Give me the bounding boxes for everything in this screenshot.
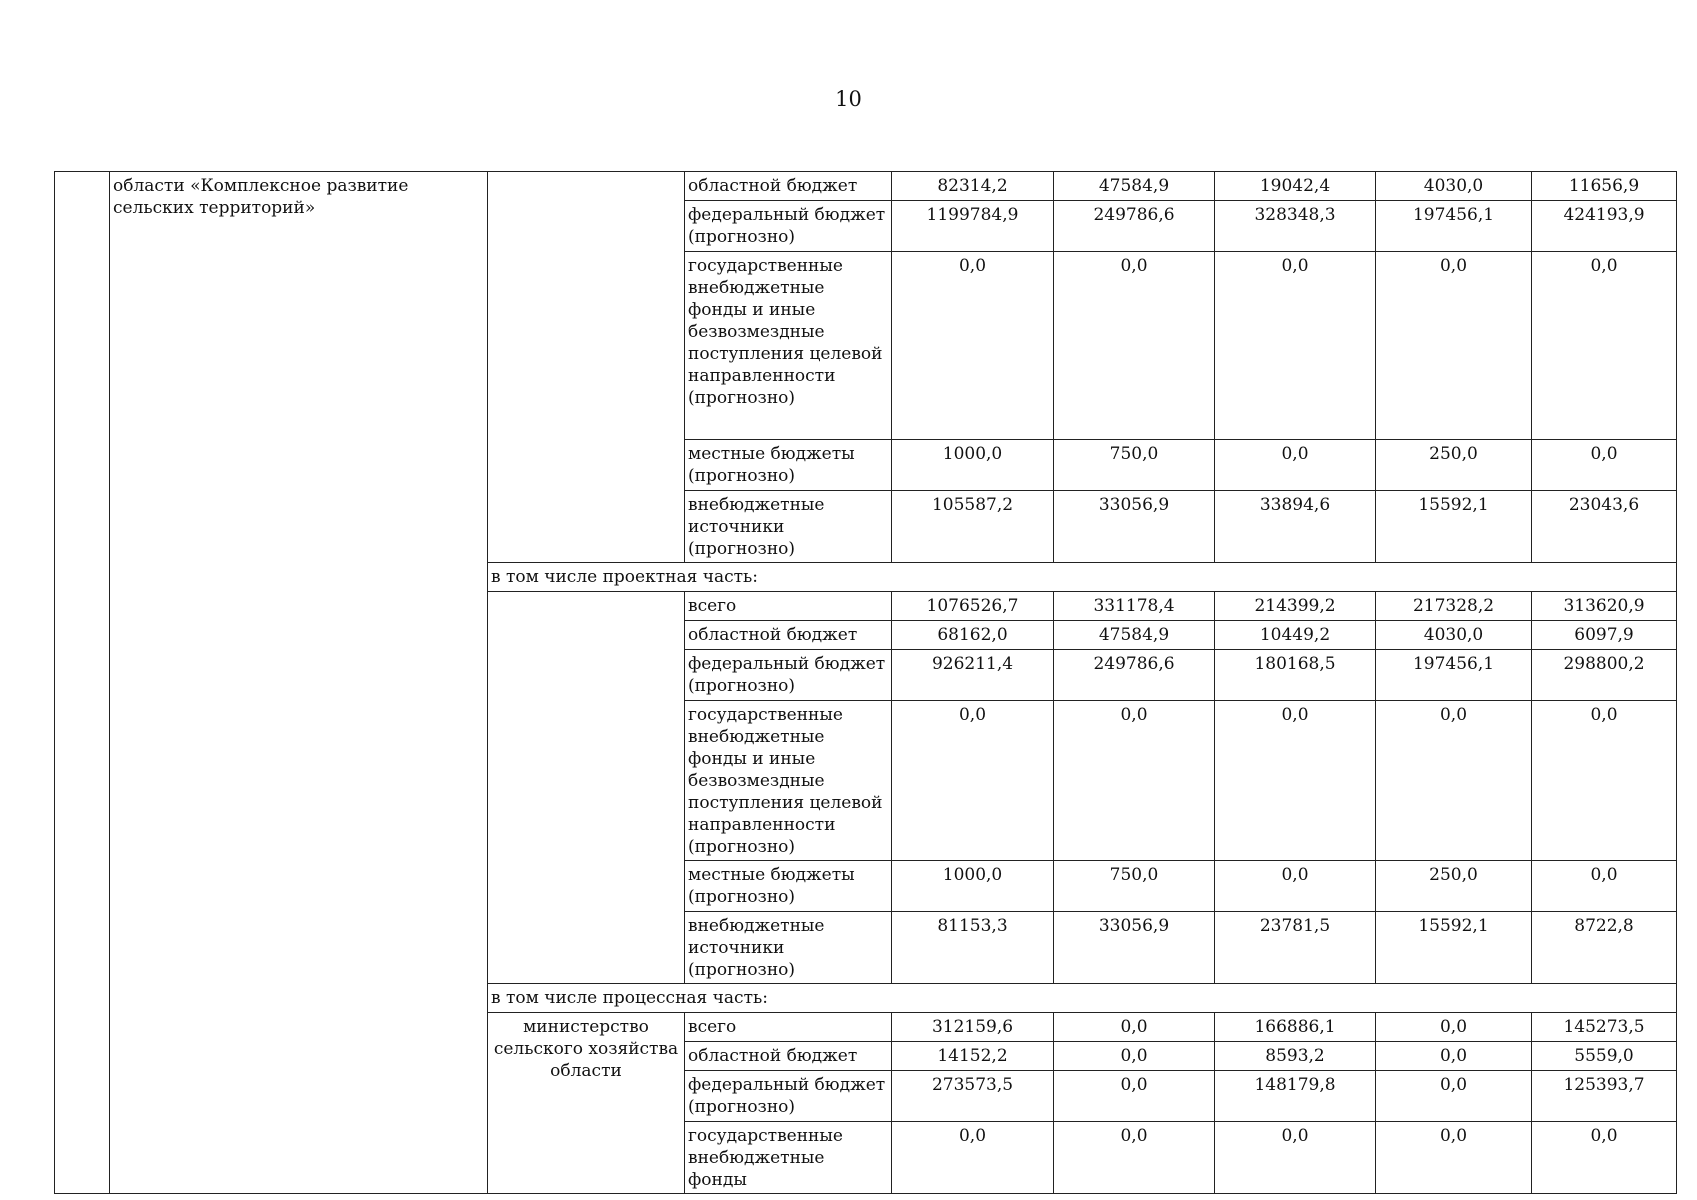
source-cell: местные бюджеты (прогнозно) — [685, 861, 892, 912]
value-cell: 68162,0 — [892, 621, 1054, 650]
value-cell: 298800,2 — [1532, 650, 1677, 701]
program-title-cell — [110, 172, 488, 1194]
value-cell: 47584,9 — [1054, 621, 1215, 650]
value-cell: 166886,1 — [1215, 1013, 1376, 1042]
value-cell: 750,0 — [1054, 440, 1215, 491]
value-cell: 0,0 — [1532, 861, 1677, 912]
value-cell: 197456,1 — [1376, 650, 1532, 701]
value-cell: 197456,1 — [1376, 201, 1532, 252]
value-cell: 1076526,7 — [892, 592, 1054, 621]
budget-table-body — [55, 172, 1677, 1194]
source-cell: федеральный бюджет (прогнозно) — [685, 1071, 892, 1122]
executor-cell — [488, 172, 685, 563]
value-cell: 0,0 — [1054, 1013, 1215, 1042]
page-number: 10 — [835, 87, 862, 111]
value-cell: 313620,9 — [1532, 592, 1677, 621]
value-cell: 0,0 — [1376, 1122, 1532, 1194]
executor-cell — [488, 592, 685, 984]
source-cell: внебюджетные источники (прогнозно) — [685, 912, 892, 984]
value-cell: 15592,1 — [1376, 491, 1532, 563]
value-cell: 125393,7 — [1532, 1071, 1677, 1122]
value-cell: 0,0 — [1376, 1042, 1532, 1071]
value-cell: 10449,2 — [1215, 621, 1376, 650]
executor-label: министерство сельского хозяйства области — [493, 1017, 679, 1081]
budget-table — [54, 171, 1677, 1194]
value-cell: 6097,9 — [1532, 621, 1677, 650]
value-cell: 0,0 — [1532, 701, 1677, 861]
value-cell: 8593,2 — [1215, 1042, 1376, 1071]
value-cell: 0,0 — [1376, 1013, 1532, 1042]
value-cell: 145273,5 — [1532, 1013, 1677, 1042]
value-cell: 14152,2 — [892, 1042, 1054, 1071]
value-cell: 4030,0 — [1376, 621, 1532, 650]
value-cell: 217328,2 — [1376, 592, 1532, 621]
value-cell: 8722,8 — [1532, 912, 1677, 984]
value-cell: 249786,6 — [1054, 650, 1215, 701]
value-cell: 19042,4 — [1215, 172, 1376, 201]
value-cell: 33894,6 — [1215, 491, 1376, 563]
value-cell: 750,0 — [1054, 861, 1215, 912]
value-cell: 0,0 — [1215, 252, 1376, 440]
value-cell: 0,0 — [1054, 1122, 1215, 1194]
source-cell: всего — [685, 592, 892, 621]
row-number-cell — [55, 172, 110, 1194]
value-cell: 180168,5 — [1215, 650, 1376, 701]
value-cell: 312159,6 — [892, 1013, 1054, 1042]
value-cell: 273573,5 — [892, 1071, 1054, 1122]
value-cell: 0,0 — [1215, 701, 1376, 861]
source-cell: государственные внебюджетные фонды и иные безвозмездные поступления целевой направленности (прогнозно) — [685, 252, 892, 440]
source-cell: федеральный бюджет (прогнозно) — [685, 650, 892, 701]
source-cell: государственные внебюджетные фонды и иные безвозмездные поступления целевой направленности (прогнозно) — [685, 701, 892, 861]
value-cell: 1000,0 — [892, 440, 1054, 491]
value-cell: 0,0 — [892, 252, 1054, 440]
value-cell: 0,0 — [1532, 1122, 1677, 1194]
value-cell: 0,0 — [1054, 252, 1215, 440]
value-cell: 0,0 — [1215, 440, 1376, 491]
value-cell: 1199784,9 — [892, 201, 1054, 252]
source-cell: областной бюджет — [685, 172, 892, 201]
source-cell: федеральный бюджет (прогнозно) — [685, 201, 892, 252]
value-cell: 11656,9 — [1532, 172, 1677, 201]
value-cell: 1000,0 — [892, 861, 1054, 912]
section-project-label: в том числе проектная часть: — [488, 563, 1677, 592]
value-cell: 0,0 — [1054, 701, 1215, 861]
value-cell: 33056,9 — [1054, 491, 1215, 563]
value-cell: 0,0 — [1215, 861, 1376, 912]
value-cell: 331178,4 — [1054, 592, 1215, 621]
value-cell: 0,0 — [892, 1122, 1054, 1194]
value-cell: 0,0 — [1532, 252, 1677, 440]
value-cell: 23781,5 — [1215, 912, 1376, 984]
value-cell: 0,0 — [1215, 1122, 1376, 1194]
value-cell: 424193,9 — [1532, 201, 1677, 252]
value-cell: 81153,3 — [892, 912, 1054, 984]
value-cell: 328348,3 — [1215, 201, 1376, 252]
value-cell: 926211,4 — [892, 650, 1054, 701]
value-cell: 0,0 — [1376, 252, 1532, 440]
value-cell: 23043,6 — [1532, 491, 1677, 563]
source-cell: государственные внебюджетные фонды — [685, 1122, 892, 1194]
value-cell: 249786,6 — [1054, 201, 1215, 252]
value-cell: 0,0 — [1054, 1071, 1215, 1122]
value-cell: 214399,2 — [1215, 592, 1376, 621]
source-cell: областной бюджет — [685, 621, 892, 650]
value-cell: 250,0 — [1376, 440, 1532, 491]
value-cell: 5559,0 — [1532, 1042, 1677, 1071]
program-title: области «Комплексное развитие сельских территорий» — [113, 176, 409, 218]
value-cell: 33056,9 — [1054, 912, 1215, 984]
value-cell: 4030,0 — [1376, 172, 1532, 201]
source-cell: местные бюджеты (прогнозно) — [685, 440, 892, 491]
value-cell: 0,0 — [1054, 1042, 1215, 1071]
value-cell: 0,0 — [892, 701, 1054, 861]
value-cell: 0,0 — [1532, 440, 1677, 491]
source-cell: внебюджетные источники (прогнозно) — [685, 491, 892, 563]
section-process-label: в том числе процессная часть: — [488, 984, 1677, 1013]
value-cell: 105587,2 — [892, 491, 1054, 563]
value-cell: 148179,8 — [1215, 1071, 1376, 1122]
source-cell: областной бюджет — [685, 1042, 892, 1071]
executor-cell — [488, 1013, 685, 1194]
value-cell: 250,0 — [1376, 861, 1532, 912]
value-cell: 15592,1 — [1376, 912, 1532, 984]
source-cell: всего — [685, 1013, 892, 1042]
value-cell: 0,0 — [1376, 701, 1532, 861]
value-cell: 47584,9 — [1054, 172, 1215, 201]
value-cell: 0,0 — [1376, 1071, 1532, 1122]
value-cell: 82314,2 — [892, 172, 1054, 201]
table-row — [55, 172, 1677, 201]
